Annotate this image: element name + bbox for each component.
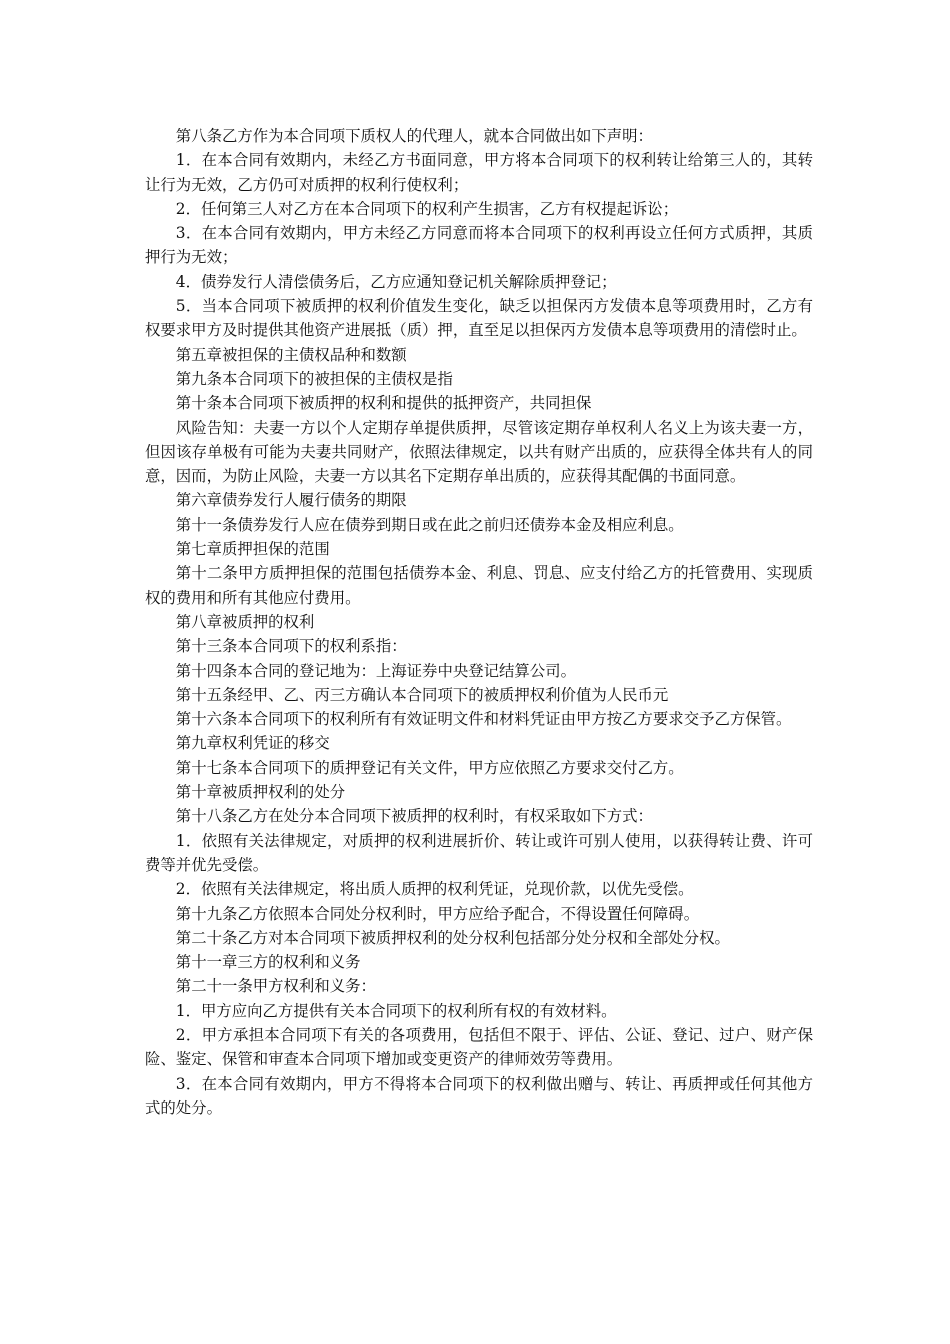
paragraph: 第六章债券发行人履行债务的期限 — [175, 491, 407, 510]
paragraph: 第二十一条甲方权利和义务： — [175, 977, 376, 996]
paragraph: 1．在本合同有效期内，未经乙方书面同意，甲方将本合同项下的权利转让给第三人的，其转让行为无效，乙方仍可对质押的权利行使权利； — [145, 151, 813, 194]
paragraph: 第九条本合同项下的被担保的主债权是指 — [175, 369, 453, 388]
paragraph: 第十二条甲方质押担保的范围包括债券本金、利息、罚息、应支付给乙方的托管费用、实现质权的费用和所有其他应付费用。 — [145, 564, 813, 607]
paragraph: 第十一条债券发行人应在债券到期日或在此之前归还债券本金及相应利息。 — [175, 515, 684, 534]
paragraph: 第十四条本合同的登记地为：上海证券中央登记结算公司。 — [175, 661, 576, 680]
paragraph: 第十三条本合同项下的权利系指： — [175, 637, 407, 656]
paragraph: 2．依照有关法律规定，将出质人质押的权利凭证，兑现价款，以优先受偿。 — [175, 880, 694, 899]
paragraph: 1．依照有关法律规定，对质押的权利进展折价、转让或许可别人使用，以获得转让费、许可费等并优先受偿。 — [145, 831, 813, 874]
paragraph: 第十九条乙方依照本合同处分权利时，甲方应给予配合，不得设置任何障碍。 — [175, 904, 700, 923]
document-body — [145, 124, 813, 1120]
paragraph: 第九章权利凭证的移交 — [175, 734, 330, 753]
paragraph: 第十七条本合同项下的质押登记有关文件，甲方应依照乙方要求交付乙方。 — [175, 758, 684, 777]
paragraph: 第十八条乙方在处分本合同项下被质押的权利时，有权采取如下方式： — [175, 807, 653, 826]
paragraph: 2．任何第三人对乙方在本合同项下的权利产生损害，乙方有权提起诉讼； — [175, 199, 679, 218]
paragraph: 3．在本合同有效期内，甲方不得将本合同项下的权利做出赠与、转让、再质押或任何其他方式的处分。 — [145, 1074, 813, 1117]
paragraph: 5．当本合同项下被质押的权利价值发生变化，缺乏以担保丙方发债本息等项费用时，乙方有权要求甲方及时提供其他资产进展抵（质）押，直至足以担保丙方发债本息等项费用的清偿时止。 — [145, 297, 813, 340]
paragraph: 第十条本合同项下被质押的权利和提供的抵押资产，共同担保 — [175, 394, 592, 413]
paragraph: 第十六条本合同项下的权利所有有效证明文件和材料凭证由甲方按乙方要求交予乙方保管。 — [175, 710, 792, 729]
paragraph: 3．在本合同有效期内，甲方未经乙方同意而将本合同项下的权利再设立任何方式质押，其质押行为无效； — [145, 224, 813, 267]
paragraph: 第十章被质押权利的处分 — [175, 783, 346, 802]
paragraph: 1．甲方应向乙方提供有关本合同项下的权利所有权的有效材料。 — [175, 1001, 617, 1020]
paragraph: 第十五条经甲、乙、丙三方确认本合同项下的被质押权利价值为人民币元 — [175, 685, 669, 704]
paragraph: 第八条乙方作为本合同项下质权人的代理人，就本合同做出如下声明： — [175, 127, 653, 145]
paragraph: 第八章被质押的权利 — [175, 612, 315, 631]
paragraph: 第七章质押担保的范围 — [175, 540, 330, 559]
paragraph: 4．债券发行人清偿债务后，乙方应通知登记机关解除质押登记； — [175, 272, 617, 291]
paragraph: 第二十条乙方对本合同项下被质押权利的处分权利包括部分处分权和全部处分权。 — [175, 928, 730, 947]
paragraph: 第十一章三方的权利和义务 — [175, 953, 361, 972]
paragraph: 风险告知：夫妻一方以个人定期存单提供质押，尽管该定期存单权利人名义上为该夫妻一方，但因该存单极有可能为夫妻共同财产，依照法律规定，以共有财产出质的，应获得全体共有人的同意，因而，为防止风险，夫妻一方以其名下定期存单出质的，应获得其配偶的书面同意。 — [145, 418, 813, 486]
paragraph: 2．甲方承担本合同项下有关的各项费用，包括但不限于、评估、公证、登记、过户、财产保险、鉴定、保管和审查本合同项下增加或变更资产的律师效劳等费用。 — [145, 1025, 813, 1069]
paragraph: 第五章被担保的主债权品种和数额 — [175, 345, 407, 364]
